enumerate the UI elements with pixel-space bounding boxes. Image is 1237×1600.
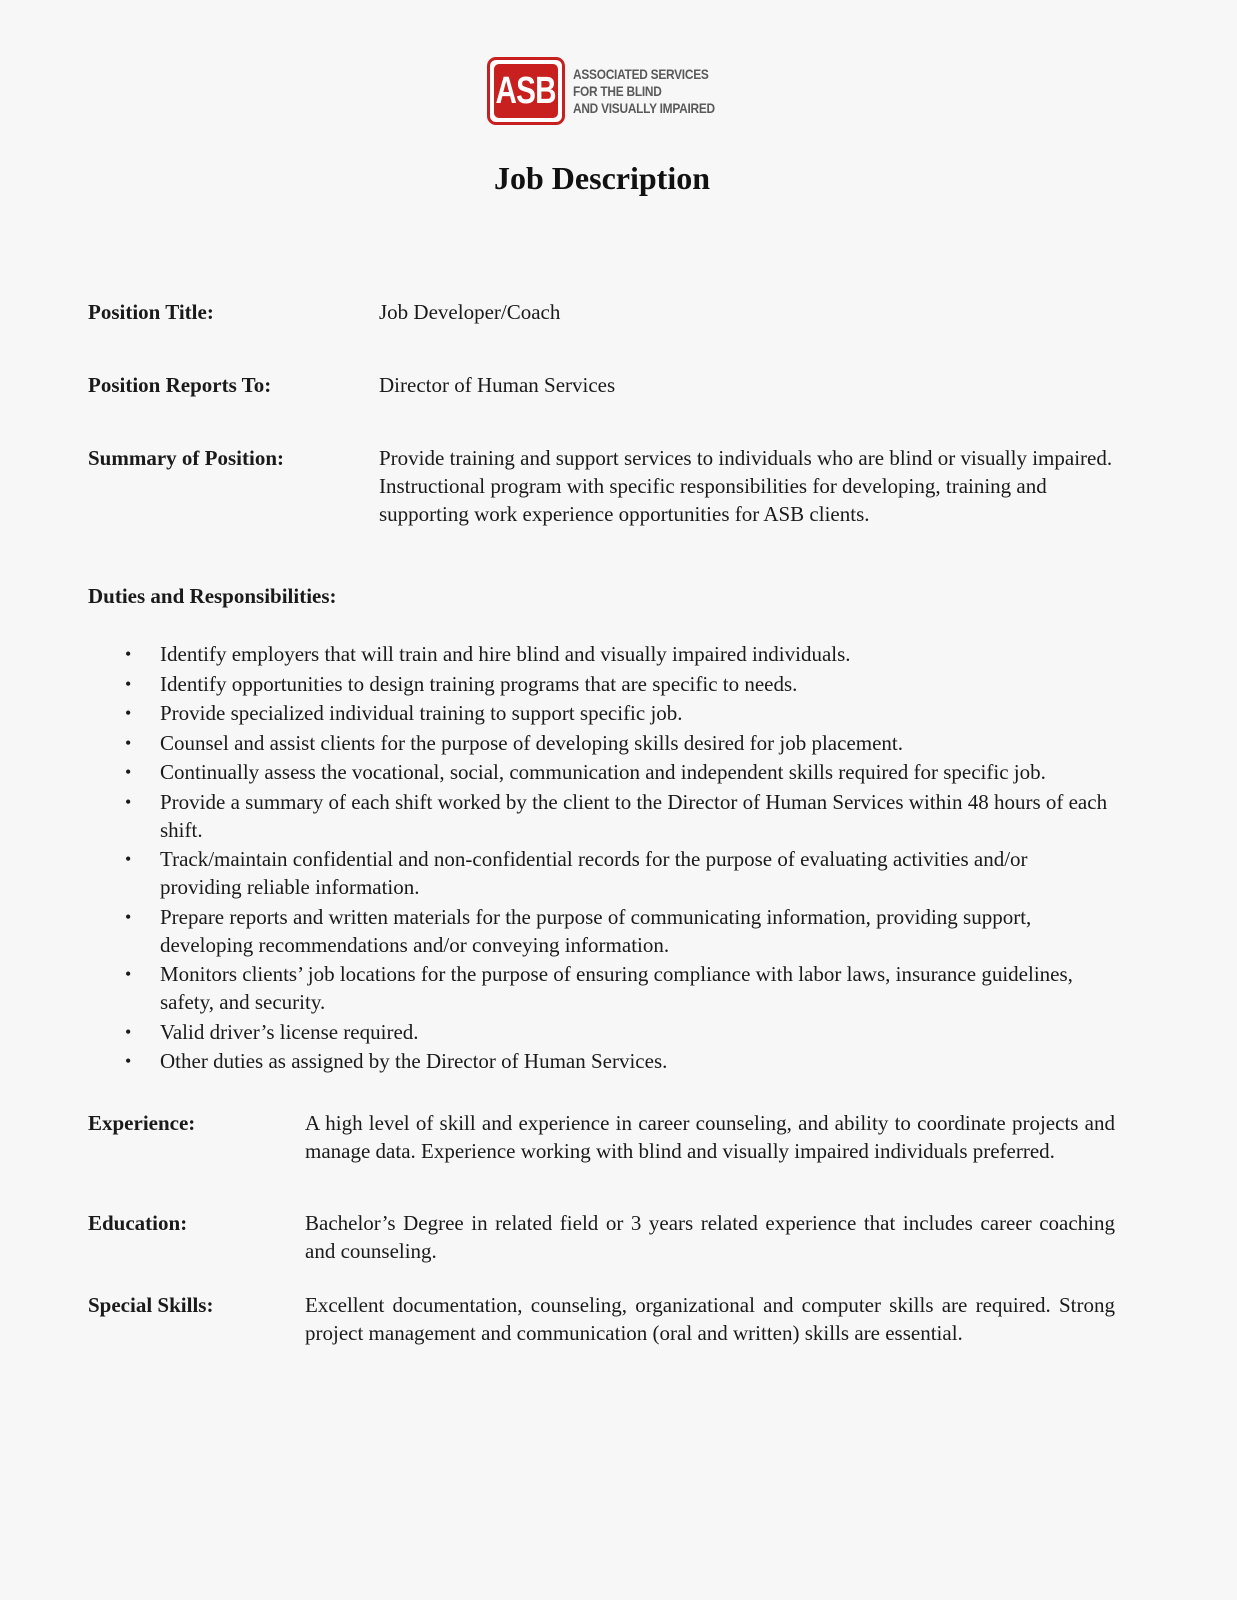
experience-label: Experience: xyxy=(88,1111,196,1135)
summary-value: Provide training and support services to individuals who are blind or visually impaired. Instructional program with specific responsibilities for developing, training and supporting work experience opportunities for ASB clients. xyxy=(379,446,1113,526)
list-item: • Monitors clients’ job locations for the purpose of ensuring compliance with labor laws, insurance guidelines, safety, and security. xyxy=(125,962,1073,1014)
duties-list xyxy=(125,640,1113,1077)
education-value: Bachelor’s Degree in related field or 3 years related experience that includes career coaching and counseling. xyxy=(305,1211,1115,1263)
duty-text: Identify employers that will train and hire blind and visually impaired individuals. xyxy=(160,642,851,666)
duty-text: Other duties as assigned by the Director of Human Services. xyxy=(160,1049,668,1073)
education-label: Education: xyxy=(88,1211,188,1235)
list-item: • Identify opportunities to design training programs that are specific to needs. xyxy=(125,671,798,696)
duties-heading: Duties and Responsibilities: xyxy=(88,584,337,608)
position-title-label: Position Title: xyxy=(88,300,214,324)
asb-logo-letters: ASB xyxy=(495,70,557,112)
page-title: Job Description xyxy=(494,160,710,196)
experience-value: A high level of skill and experience in career counseling, and ability to coordinate projects and manage data. Experience working with blind and visually impaired individuals preferred. xyxy=(305,1111,1115,1163)
list-item: • Provide a summary of each shift worked by the client to the Director of Human Services within 48 hours of each shift. xyxy=(125,789,1108,842)
list-item: • Identify employers that will train and hire blind and visually impaired individuals. xyxy=(125,642,851,666)
logo-line: ASSOCIATED SERVICES xyxy=(573,65,709,82)
asb-logo-mark xyxy=(487,57,565,125)
list-item: • Counsel and assist clients for the purpose of developing skills desired for job placement. xyxy=(125,730,904,755)
list-item: • Track/maintain confidential and non-confidential records for the purpose of evaluating activities and/or providing reliable information. xyxy=(125,847,1028,899)
duty-text: Prepare reports and written materials for the purpose of communicating information, providing support, developing recommendations and/or conveying information. xyxy=(160,904,1032,957)
logo-line: AND VISUALLY IMPAIRED xyxy=(573,99,715,116)
reports-to-value: Director of Human Services xyxy=(379,373,616,397)
logo-line: FOR THE BLIND xyxy=(573,82,662,99)
duty-text: Identify opportunities to design training programs that are specific to needs. xyxy=(160,671,798,696)
position-title-value: Job Developer/Coach xyxy=(379,300,561,324)
duty-text: Provide specialized individual training to support specific job. xyxy=(160,701,683,725)
list-item: • Prepare reports and written materials for the purpose of communicating information, providing support, developing recommendations and/or conveying information. xyxy=(125,904,1032,957)
duty-text: Counsel and assist clients for the purpose of developing skills desired for job placement. xyxy=(160,730,904,755)
duty-text: Valid driver’s license required. xyxy=(160,1019,419,1044)
list-item: • Other duties as assigned by the Director of Human Services. xyxy=(125,1049,668,1073)
duty-text: Monitors clients’ job locations for the purpose of ensuring compliance with labor laws, insurance guidelines, safety, and security. xyxy=(160,962,1073,1014)
duty-text: Track/maintain confidential and non-confidential records for the purpose of evaluating activities and/or providing reliable information. xyxy=(160,847,1028,899)
reports-to-label: Position Reports To: xyxy=(88,373,272,397)
asb-logo-wordmark xyxy=(573,66,715,117)
summary-label: Summary of Position: xyxy=(88,446,284,470)
list-item: • Provide specialized individual training to support specific job. xyxy=(125,701,683,725)
list-item: • Valid driver’s license required. xyxy=(125,1019,419,1044)
list-item: • Continually assess the vocational, social, communication and independent skills required for specific job. xyxy=(125,760,1046,784)
special-skills-label: Special Skills: xyxy=(88,1293,214,1317)
duty-text: Provide a summary of each shift worked by the client to the Director of Human Services within 48 hours of each shift. xyxy=(160,789,1108,842)
duty-text: Continually assess the vocational, social, communication and independent skills required for specific job. xyxy=(160,760,1046,784)
special-skills-value: Excellent documentation, counseling, organizational and computer skills are required. Strong project management and communication (oral and written) skills are essential. xyxy=(305,1293,1115,1345)
asb-logo xyxy=(487,57,740,125)
